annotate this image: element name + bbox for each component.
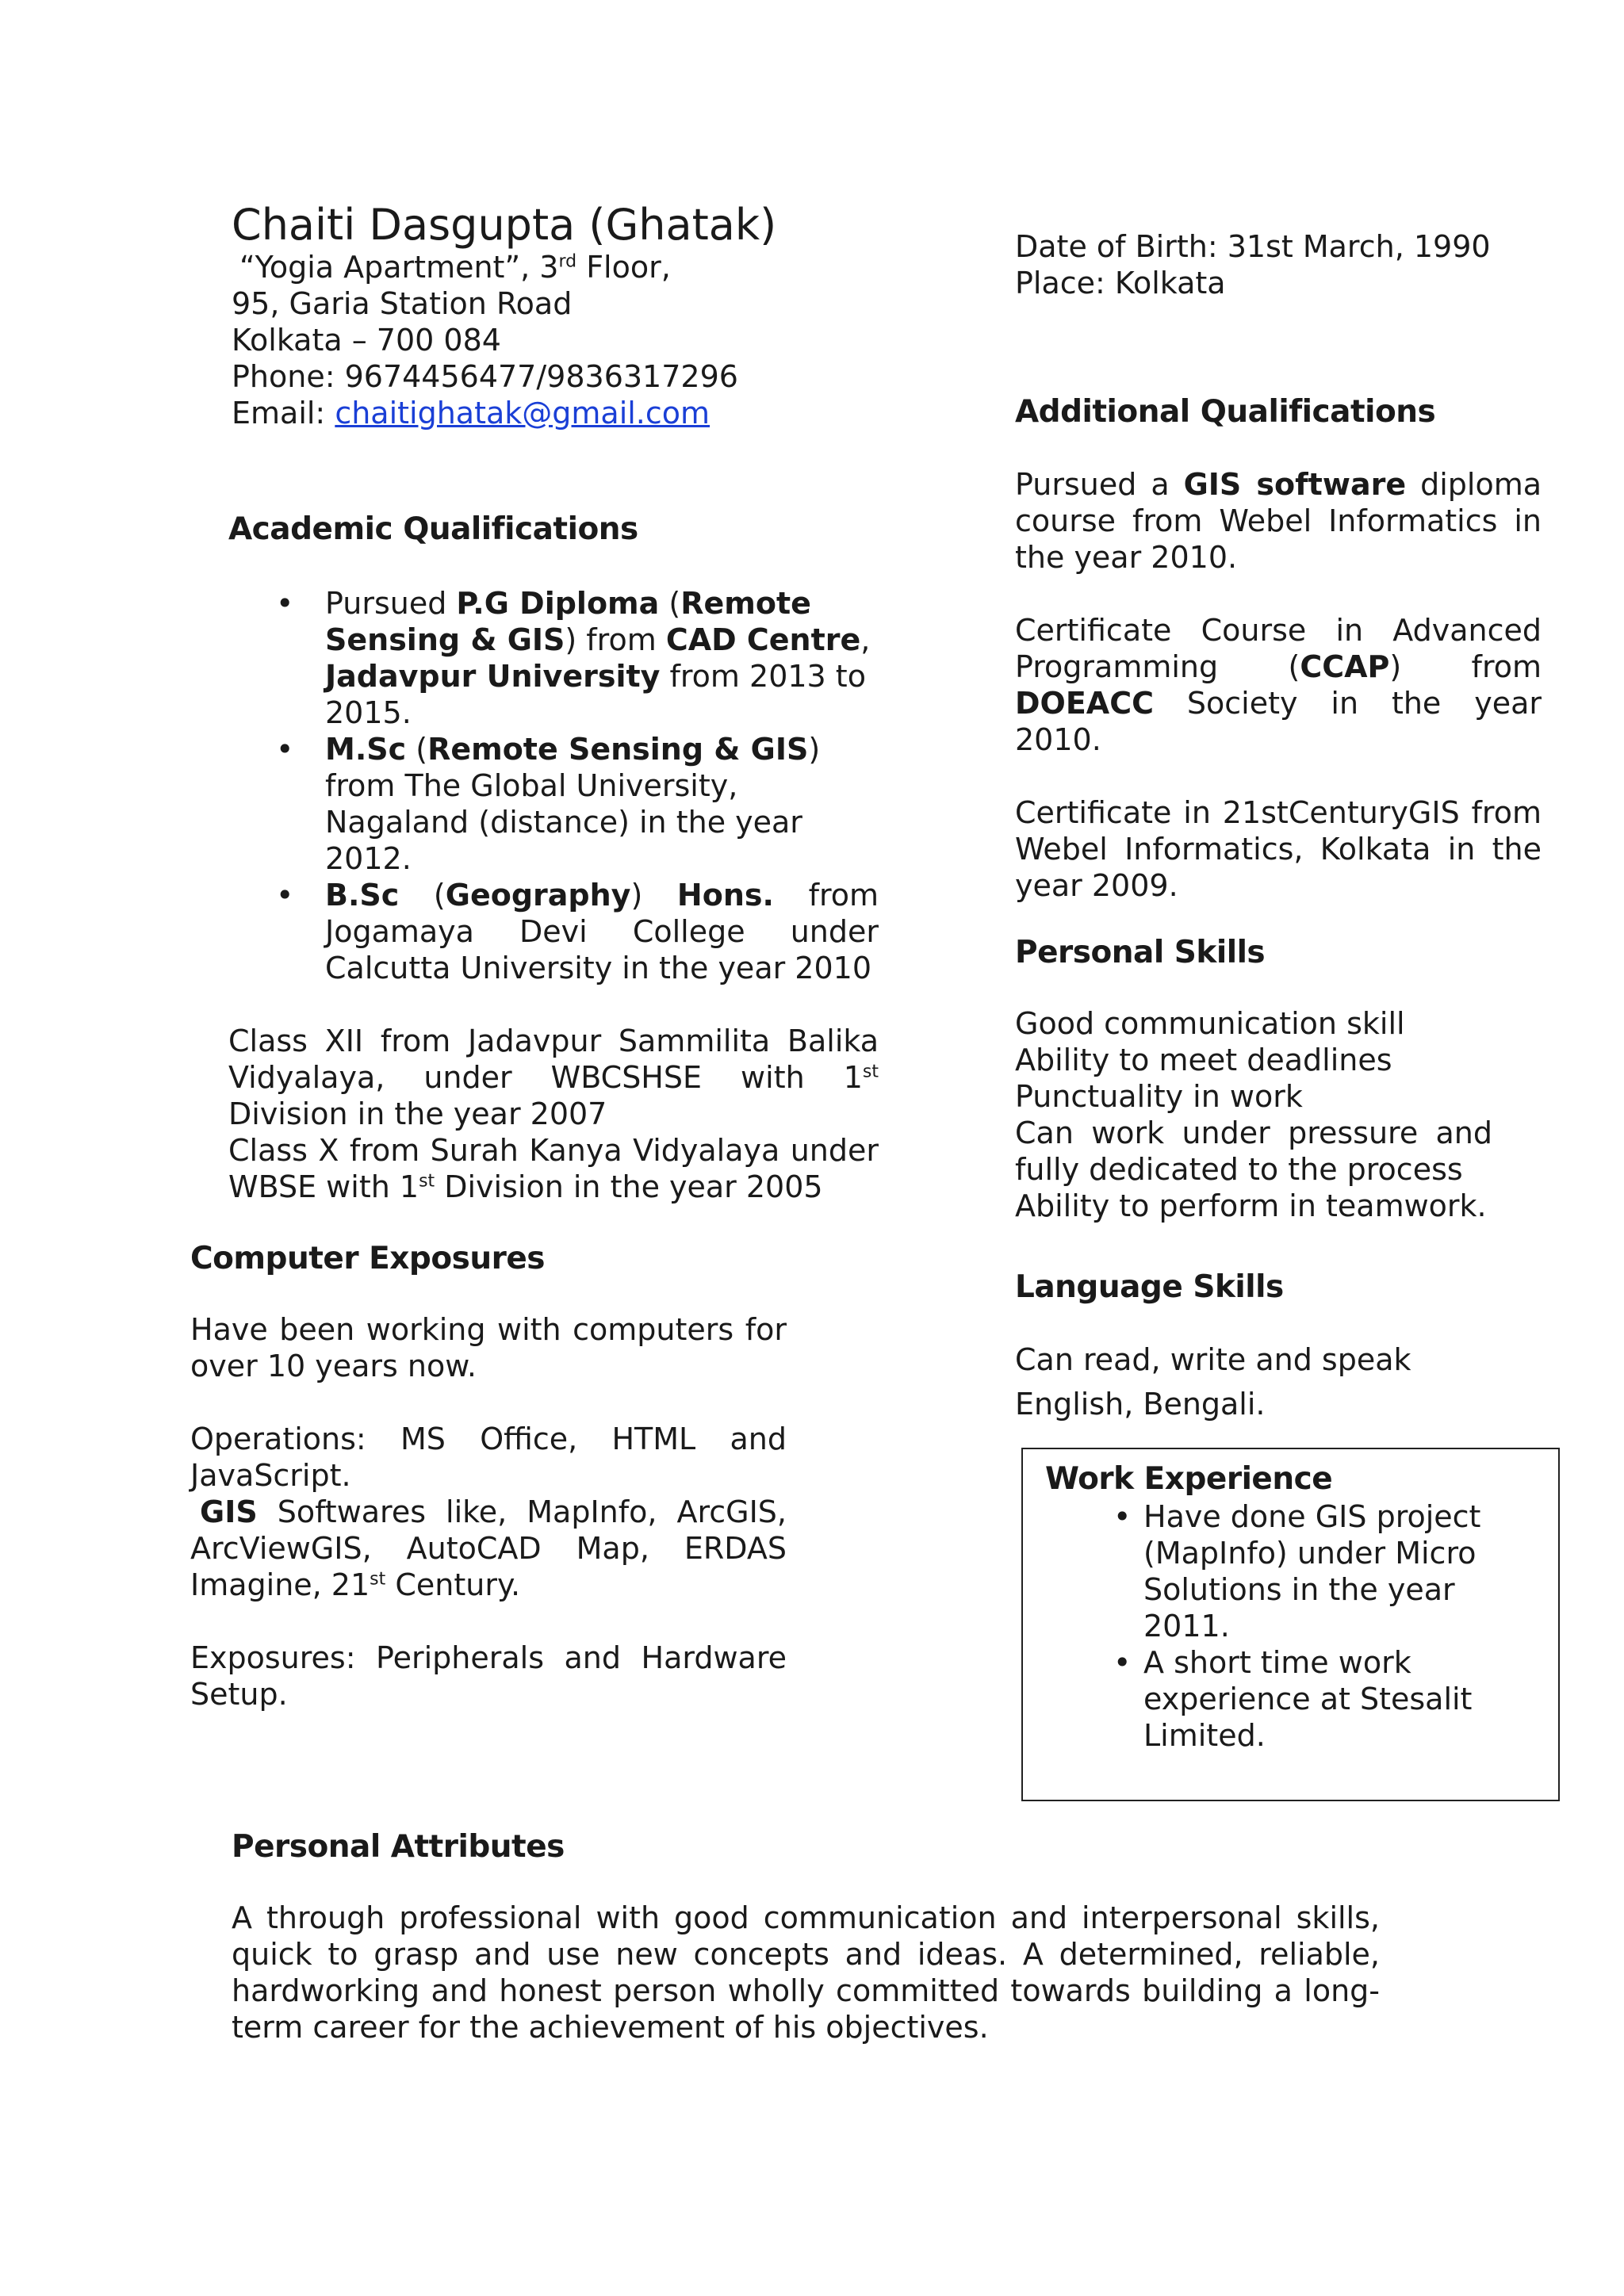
computer-section xyxy=(190,1240,787,1712)
academic-item-pg: • Pursued P.G Diploma (Remote Sensing & GIS) from CAD Centre, Jadavpur University from 2013 to 2015. xyxy=(228,585,879,731)
email-line: Email: chaitighatak@gmail.com xyxy=(232,396,710,430)
additional-heading: Additional Qualifications xyxy=(1015,394,1436,430)
work-heading: Work Experience xyxy=(1045,1461,1333,1497)
skill-item: Punctuality in work xyxy=(1015,1079,1303,1114)
computer-peripherals: Exposures: Peripherals and Hardware Setup. xyxy=(190,1640,787,1712)
additional-section xyxy=(1015,393,1542,904)
skills-section xyxy=(1015,934,1492,1224)
skills-heading: Personal Skills xyxy=(1015,935,1266,970)
language-line-1: Can read, write and speak xyxy=(1015,1342,1411,1377)
computer-experience: Have been working with computers for over 10 years now. xyxy=(190,1312,787,1383)
work-item: • Have done GIS project (MapInfo) under Micro Solutions in the year 2011. xyxy=(1045,1498,1539,1644)
candidate-name: Chaiti Dasgupta (Ghatak) xyxy=(232,200,777,250)
work-item: • A short time work experience at Stesalit Limited. xyxy=(1045,1644,1539,1754)
computer-gis-software: GIS Softwares like, MapInfo, ArcGIS, ArcViewGIS, AutoCAD Map, ERDAS Imagine, 21st Century. xyxy=(190,1494,787,1602)
language-heading: Language Skills xyxy=(1015,1269,1284,1305)
additional-ccap: Certificate Course in Advanced Programming (CCAP) from DOEACC Society in the year 2010. xyxy=(1015,613,1542,757)
academic-item-msc: • M.Sc (Remote Sensing & GIS) from The Global University, Nagaland (distance) in the year 2012. xyxy=(228,731,879,877)
computer-heading: Computer Exposures xyxy=(190,1241,546,1276)
skill-item: Can work under pressure and fully dedicated to the process xyxy=(1015,1115,1492,1187)
work-list xyxy=(1045,1498,1539,1754)
personal-details xyxy=(1015,228,1570,301)
class-xii: Class XII from Jadavpur Sammilita Balika Vidyalaya, under WBCSHSE with 1st Division in the year 2007 xyxy=(228,1024,879,1131)
academic-item-bsc: • B.Sc (Geography) Hons. from Jogamaya Devi College under Calcutta University in the year 2010 xyxy=(228,877,879,986)
attributes-section xyxy=(232,1828,1380,2045)
language-line-2: English, Bengali. xyxy=(1015,1387,1266,1422)
contact-block xyxy=(232,201,866,431)
computer-operations: Operations: MS Office, HTML and JavaScript. xyxy=(190,1422,787,1493)
skill-item: Ability to perform in teamwork. xyxy=(1015,1188,1487,1223)
academic-section xyxy=(228,511,879,1205)
additional-gis-diploma: Pursued a GIS software diploma course from Webel Informatics in the year 2010. xyxy=(1015,467,1542,575)
additional-21st-century-gis: Certificate in 21stCenturyGIS from Webel Informatics, Kolkata in the year 2009. xyxy=(1015,795,1542,903)
skill-item: Ability to meet deadlines xyxy=(1015,1043,1392,1077)
email-link[interactable]: chaitighatak@gmail.com xyxy=(335,396,710,430)
work-experience-box xyxy=(1021,1448,1560,1801)
address-line-2: 95, Garia Station Road xyxy=(232,286,573,321)
attributes-heading: Personal Attributes xyxy=(232,1829,565,1865)
academic-heading: Academic Qualifications xyxy=(228,511,638,547)
phone: Phone: 9674456477/9836317296 xyxy=(232,359,738,394)
address-line-1: “Yogia Apartment”, 3rd Floor, xyxy=(239,250,671,285)
attributes-text: A through professional with good communication and interpersonal skills, quick to grasp and use new concepts and ideas. A determined, reliable, hardworking and honest person wholly committed towards building a long-term career for the achievement of his objectives. xyxy=(232,1900,1380,2045)
language-section xyxy=(1015,1269,1570,1422)
academic-list xyxy=(228,585,879,986)
address-line-3: Kolkata – 700 084 xyxy=(232,323,501,358)
date-of-birth: Date of Birth: 31st March, 1990 xyxy=(1015,229,1491,264)
class-x: Class X from Surah Kanya Vidyalaya under WBSE with 1st Division in the year 2005 xyxy=(228,1133,879,1204)
place-of-birth: Place: Kolkata xyxy=(1015,266,1226,300)
skill-item: Good communication skill xyxy=(1015,1006,1405,1041)
